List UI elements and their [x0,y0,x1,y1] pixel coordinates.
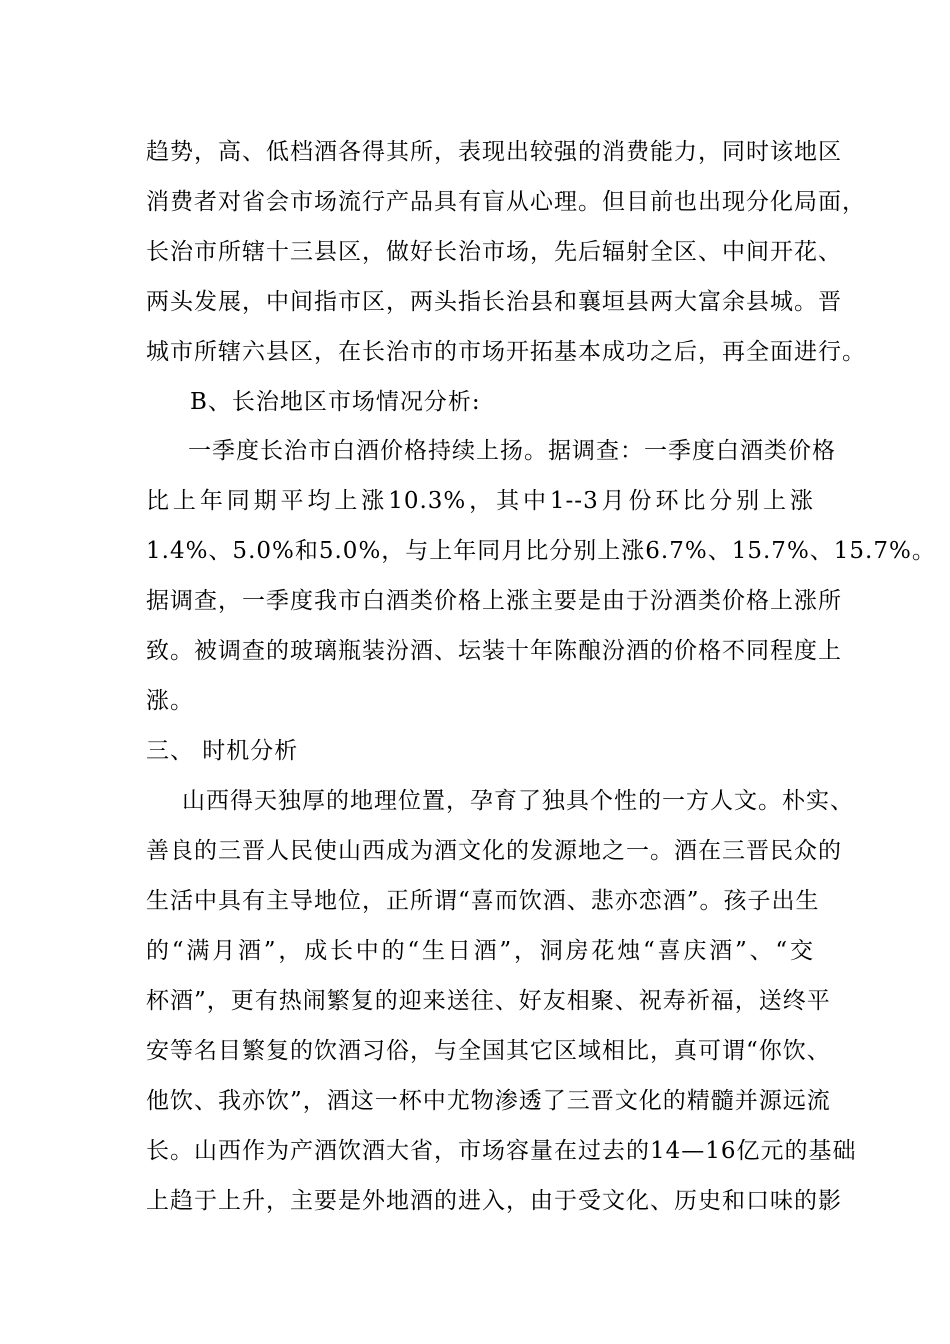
paragraph-line: 的“满月酒”，成长中的“生日酒”，洞房花烛“喜庆酒”、“交 [146,938,814,964]
paragraph-line: 他饮、我亦饮”，酒这一杯中尤物渗透了三晋文化的精髓并源远流 [146,1088,831,1114]
paragraph-line: 城市所辖六县区，在长治市的市场开拓基本成功之后，再全面进行。 [146,339,866,365]
paragraph-line: 一季度长治市白酒价格持续上扬。据调查：一季度白酒类价格 [188,438,836,464]
paragraph-line: 趋势，高、低档酒各得其所，表现出较强的消费能力，同时该地区 [146,139,842,165]
paragraph-line: 善良的三晋人民使山西成为酒文化的发源地之一。酒在三晋民众的 [146,838,842,864]
paragraph-line: 安等名目繁复的饮酒习俗，与全国其它区域相比，真可谓“你饮、 [146,1038,831,1064]
paragraph-line: 据调查，一季度我市白酒类价格上涨主要是由于汾酒类价格上涨所 [146,588,842,614]
paragraph-line: 消费者对省会市场流行产品具有盲从心理。但目前也出现分化局面， [146,189,866,215]
paragraph-line: 长治市所辖十三县区，做好长治市场，先后辐射全区、中间开花、 [146,239,842,265]
paragraph-line: 上趋于上升，主要是外地酒的进入，由于受文化、历史和口味的影 [146,1188,842,1214]
paragraph-line: 两头发展，中间指市区，两头指长治县和襄垣县两大富余县城。晋 [146,289,842,315]
paragraph-line: 山西得天独厚的地理位置，孕育了独具个性的一方人文。朴实、 [182,788,854,814]
paragraph-line: 1.4%、5.0%和5.0%，与上年同月比分别上涨6.7%、15.7%、15.7%。 [146,538,936,564]
section-subheading: B、长治地区市场情况分析: [190,389,481,415]
paragraph-line: 生活中具有主导地位，正所谓“喜而饮酒、悲亦恋酒”。孩子出生 [146,888,820,914]
paragraph-line: 致。被调查的玻璃瓶装汾酒、坛装十年陈酿汾酒的价格不同程度上 [146,638,842,664]
section-heading: 三、 时机分析 [146,738,299,764]
paragraph-line: 比上年同期平均上涨10.3%，其中1--3月份环比分别上涨 [146,488,814,514]
paragraph-line: 长。山西作为产酒饮酒大省，市场容量在过去的14—16亿元的基础 [146,1138,857,1164]
paragraph-line: 杯酒”，更有热闹繁复的迎来送往、好友相聚、祝寿祈福，送终平 [146,988,831,1014]
paragraph-line: 涨。 [146,688,194,714]
